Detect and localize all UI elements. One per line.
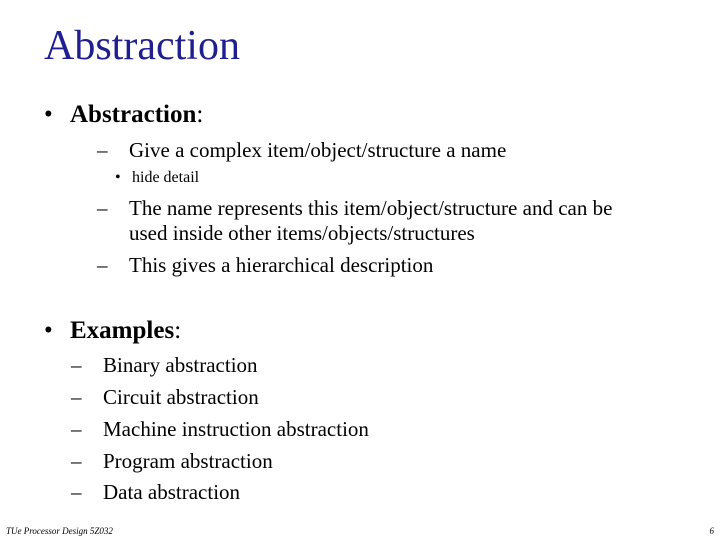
example-text: Circuit abstraction	[103, 385, 259, 409]
example-item	[71, 384, 259, 410]
footer-text: TUe Processor Design 5Z032	[6, 526, 113, 536]
bullet-colon: :	[196, 101, 204, 128]
bullet-examples	[44, 316, 181, 346]
bullet-icon: •	[44, 101, 53, 128]
dash-icon: –	[71, 417, 82, 441]
example-item	[71, 416, 369, 442]
subsubbullet-text: hide detail	[132, 169, 200, 186]
bullet-icon: •	[44, 317, 53, 344]
bullet-colon: :	[174, 317, 182, 344]
subbullet-text: Give a complex item/object/structure a name	[129, 138, 507, 162]
example-text: Machine instruction abstraction	[103, 417, 369, 441]
example-item	[71, 448, 273, 474]
subbullet-hierarchical	[97, 252, 433, 278]
dash-icon: –	[97, 196, 108, 220]
page-number: 6	[709, 526, 714, 536]
example-text: Binary abstraction	[103, 353, 258, 377]
example-item	[71, 479, 240, 505]
subbullet-text: This gives a hierarchical description	[129, 253, 434, 277]
dash-icon: –	[71, 480, 82, 504]
subbullet-continuation: used inside other items/objects/structures	[129, 221, 475, 245]
dash-icon: –	[71, 353, 82, 377]
example-text: Data abstraction	[103, 480, 241, 504]
example-text: Program abstraction	[103, 449, 273, 473]
slide-title: Abstraction	[44, 23, 240, 69]
subbullet-name-represents	[97, 195, 612, 221]
dash-icon: –	[71, 449, 82, 473]
dash-icon: –	[97, 138, 108, 162]
dash-icon: –	[97, 253, 108, 277]
bullet-abstraction	[44, 100, 203, 130]
bullet-heading: Examples	[70, 317, 175, 344]
dash-icon: –	[71, 385, 82, 409]
bullet-heading: Abstraction	[70, 101, 197, 128]
subsubbullet-hide-detail	[115, 168, 199, 188]
bullet-icon: •	[115, 169, 121, 186]
subbullet-text: The name represents this item/object/structure and can be	[129, 196, 613, 220]
example-item	[71, 352, 258, 378]
subbullet-give-name	[97, 137, 506, 163]
